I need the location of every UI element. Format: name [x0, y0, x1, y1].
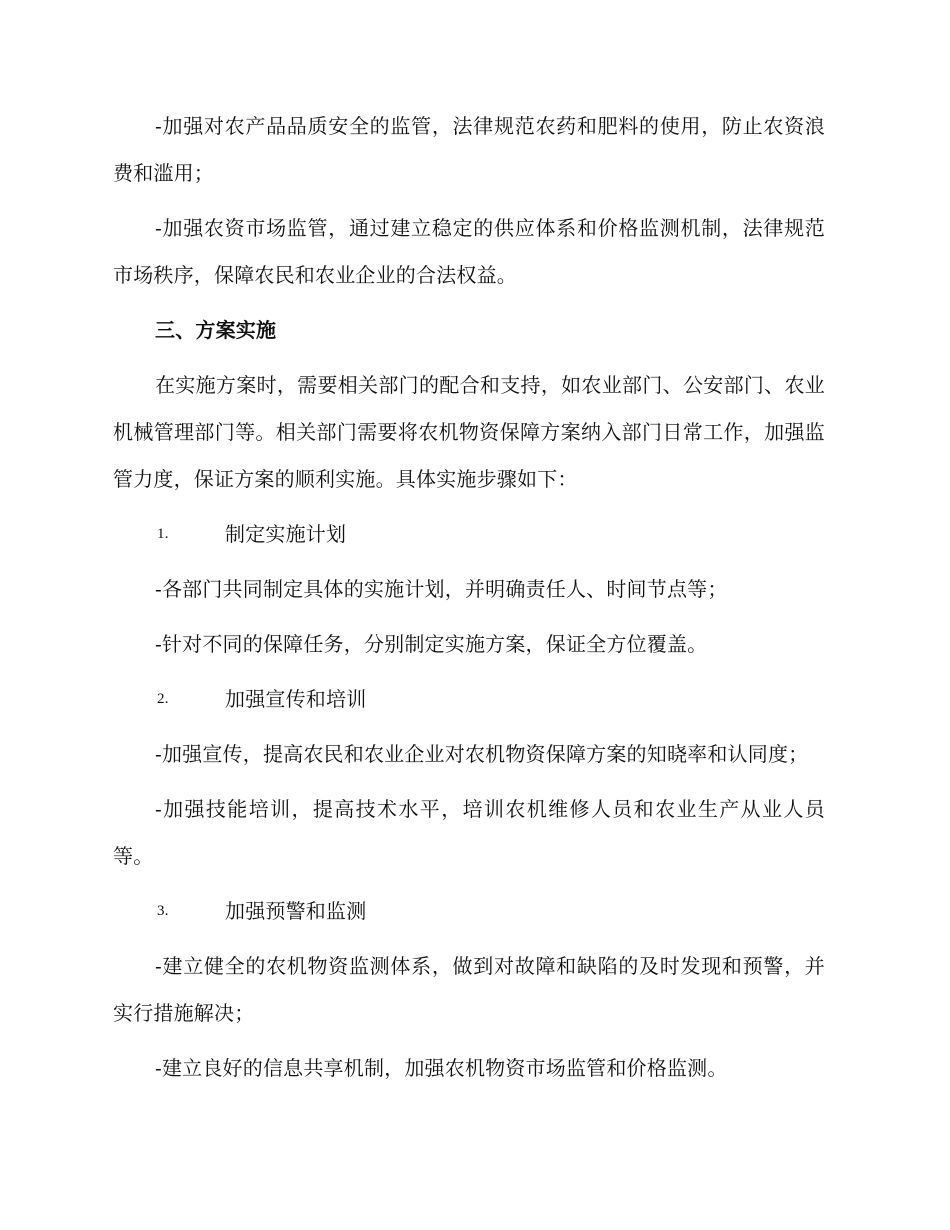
step-number: 1.: [157, 526, 169, 542]
step-bullet: -建立良好的信息共享机制，加强农机物资市场监管和价格监测。: [155, 1056, 728, 1080]
paragraph-market-supervision: -加强农资市场监管，通过建立稳定的供应体系和价格监测机制，法律规范市场秩序，保障农民和农业企业的合法权益。: [113, 216, 825, 287]
step-title: 加强预警和监测: [225, 899, 367, 923]
step-bullet: -加强技能培训，提高技术水平，培训农机维修人员和农业生产从业人员等。: [113, 797, 825, 868]
step-title: 制定实施计划: [225, 522, 347, 546]
document-body: [113, 103, 825, 1100]
step-bullet: -建立健全的农机物资监测体系，做到对故障和缺陷的及时发现和预警，并实行措施解决；: [113, 954, 825, 1025]
step-number: 3.: [157, 903, 169, 919]
step-bullet: -针对不同的保障任务，分别制定实施方案，保证全方位覆盖。: [155, 632, 708, 656]
step-title: 加强宣传和培训: [225, 687, 367, 711]
paragraph-quality-supervision: -加强对农产品品质安全的监管，法律规范农药和肥料的使用，防止农资浪费和滥用；: [113, 114, 825, 185]
step-heading: [113, 888, 825, 935]
step-heading: [113, 676, 825, 723]
step-bullet: -加强宣传，提高农民和农业企业对农机物资保障方案的知晓率和认同度；: [155, 742, 809, 766]
step-number: 2.: [157, 691, 169, 707]
section-heading: 三、方案实施: [155, 318, 277, 342]
step-heading: [113, 511, 825, 558]
paragraph-intro: 在实施方案时，需要相关部门的配合和支持，如农业部门、公安部门、农业机械管理部门等。相关部门需要将农机物资保障方案纳入部门日常工作，加强监管力度，保证方案的顺利实施。具体实施步骤如下：: [113, 373, 825, 491]
step-bullet: -各部门共同制定具体的实施计划，并明确责任人、时间节点等；: [155, 577, 728, 601]
